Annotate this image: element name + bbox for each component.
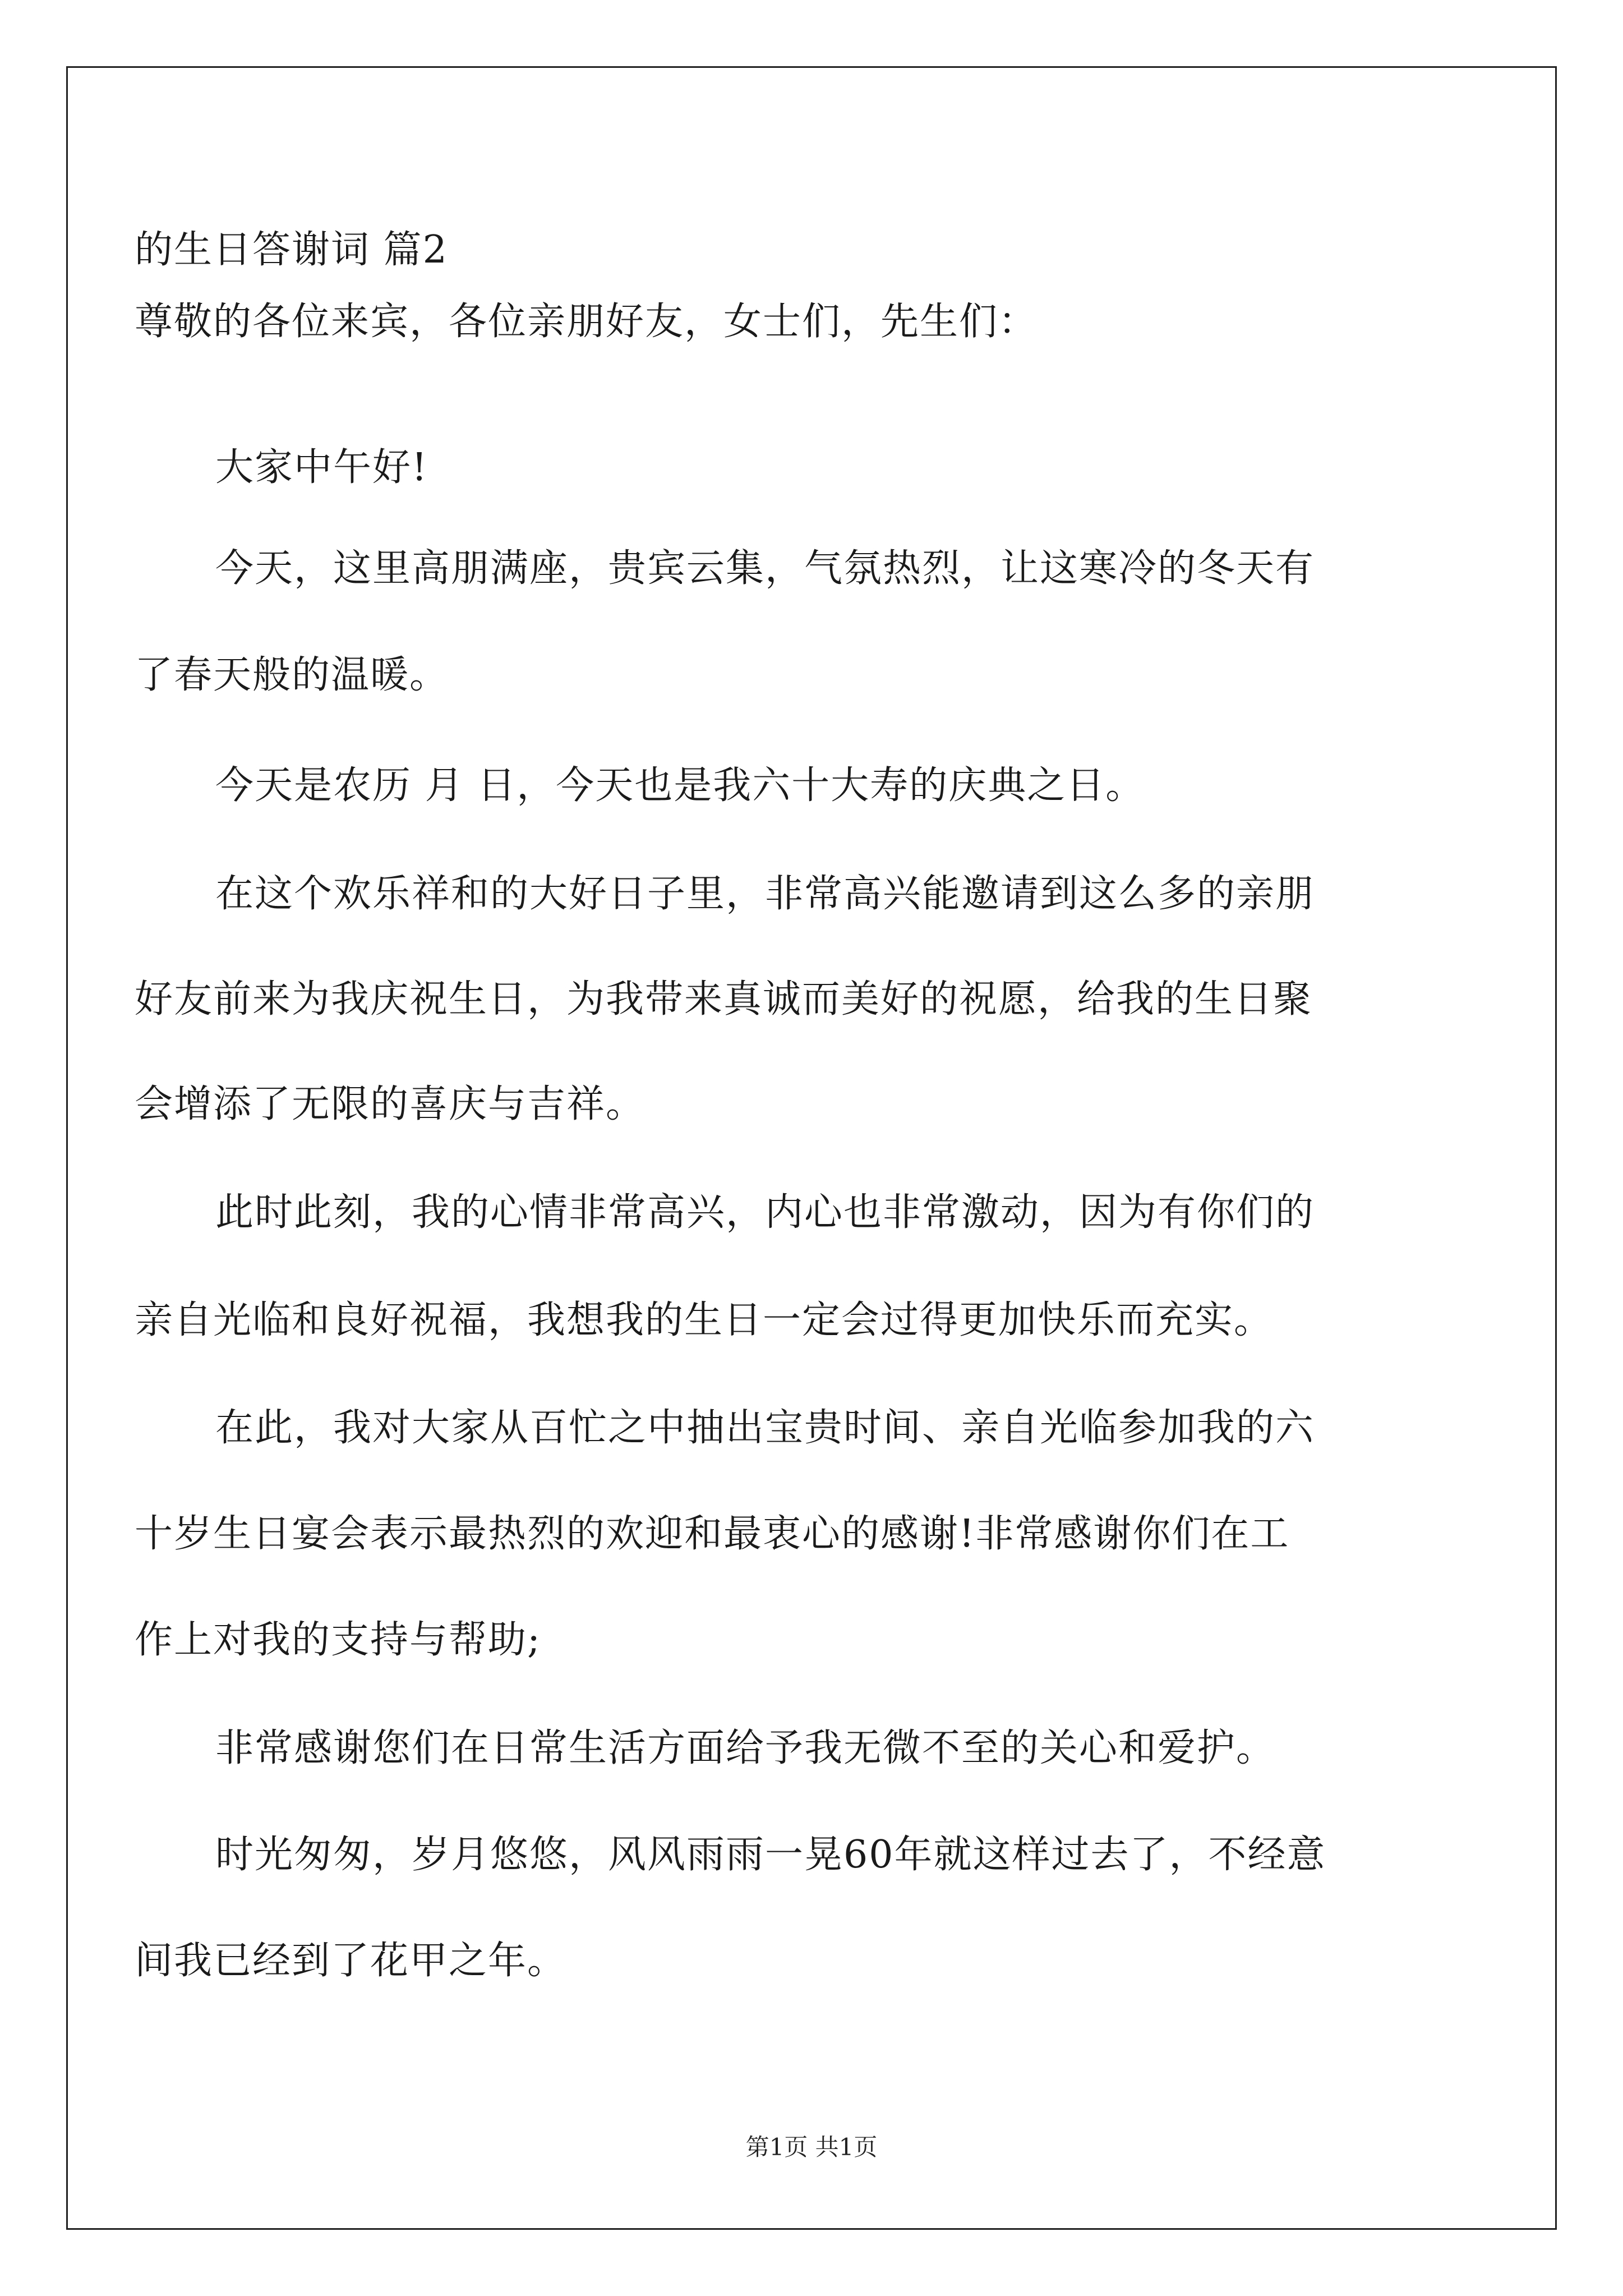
paragraph-line: 间我已经到了花甲之年。 [135,1939,567,1983]
paragraph-line: 作上对我的支持与帮助; [135,1618,541,1662]
paragraph-line: 了春天般的温暖。 [135,653,449,697]
document-heading: 的生日答谢词 篇2 [135,228,448,272]
paragraph-line: 今天是农历 月 日，今天也是我六十大寿的庆典之日。 [215,763,1145,808]
page-footer: 第1页 共1页 [745,2133,878,2161]
paragraph-line: 大家中午好! [215,445,428,490]
page-border [66,66,1557,2230]
salutation: 尊敬的各位来宾，各位亲朋好友，女士们，先生们： [135,300,1038,344]
paragraph-line: 今天，这里高朋满座，贵宾云集，气氛热烈，让这寒冷的冬天有 [215,546,1315,591]
paragraph-line: 亲自光临和良好祝福，我想我的生日一定会过得更加快乐而充实。 [135,1298,1274,1342]
paragraph-line: 好友前来为我庆祝生日，为我带来真诚而美好的祝愿，给我的生日聚 [135,977,1313,1022]
paragraph-line: 时光匆匆，岁月悠悠，风风雨雨一晃60年就这样过去了，不经意 [215,1833,1326,1877]
paragraph-line: 在这个欢乐祥和的大好日子里，非常高兴能邀请到这么多的亲朋 [215,872,1315,916]
paragraph-line: 在此，我对大家从百忙之中抽出宝贵时间、亲自光临参加我的六 [215,1406,1315,1450]
paragraph-line: 十岁生日宴会表示最热烈的欢迎和最衷心的感谢!非常感谢你们在工 [135,1512,1290,1556]
paragraph-line: 会增添了无限的喜庆与吉祥。 [135,1082,645,1126]
paragraph-line: 非常感谢您们在日常生活方面给予我无微不至的关心和爱护。 [215,1726,1276,1770]
paragraph-line: 此时此刻，我的心情非常高兴，内心也非常激动，因为有你们的 [215,1190,1315,1235]
